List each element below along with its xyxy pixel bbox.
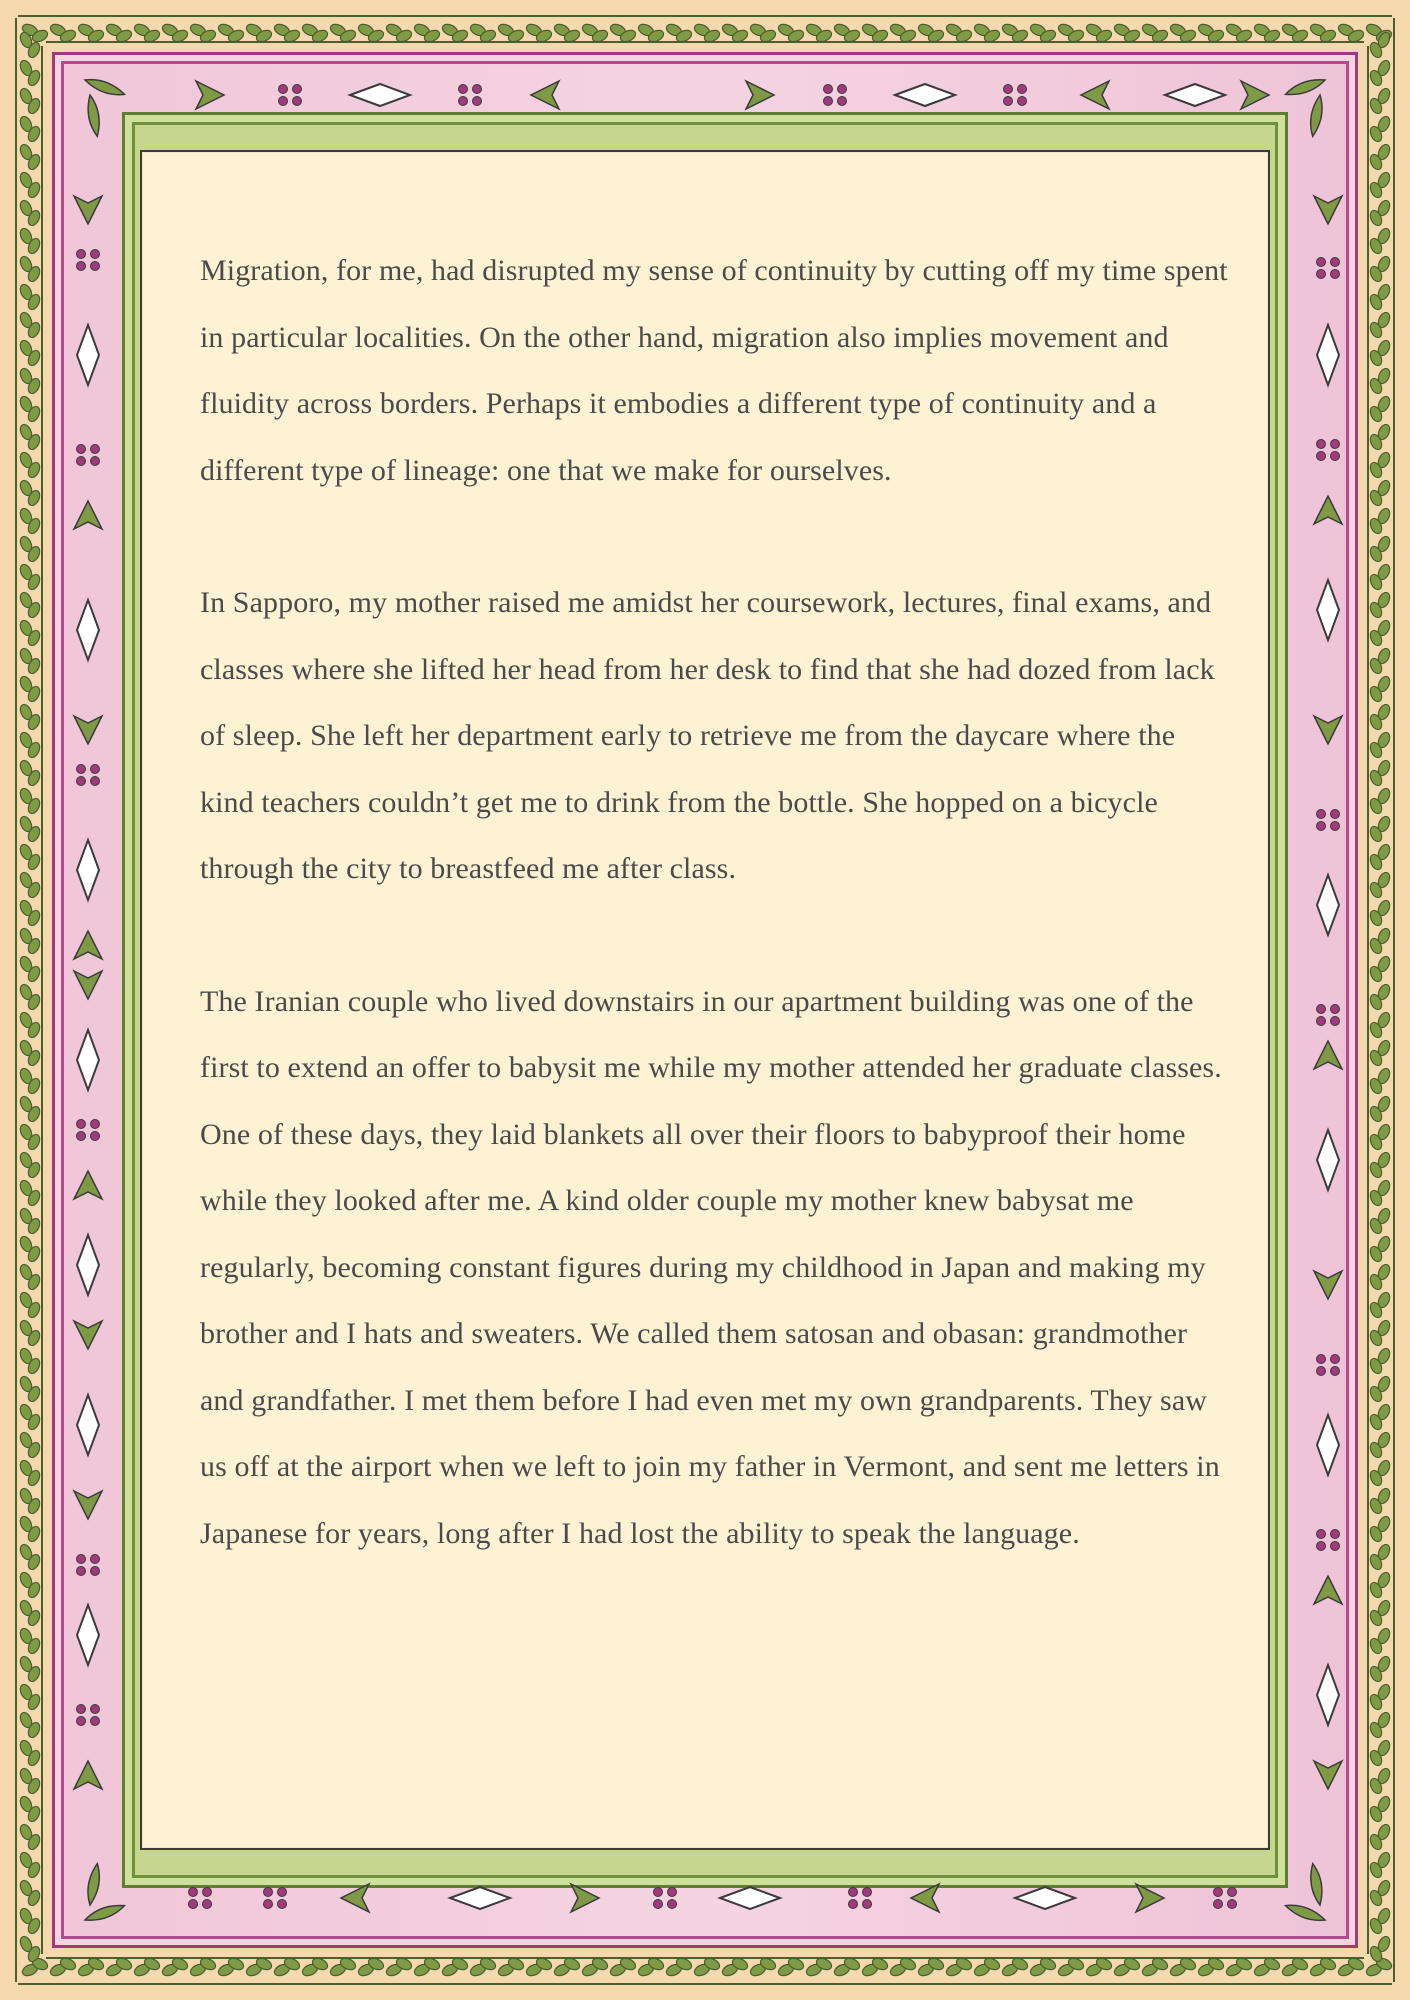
paragraph-2: In Sapporo, my mother raised me amidst her coursework, lectures, final exams, and classes where she lifted her head from her desk to find that she had dozed from lack of sleep. She left her department early to retrieve me from the daycare where the kind teachers couldn’t get me to drink from the bottle. She hopped on a bicycle through the city to breastfeed me after class. xyxy=(200,586,1215,885)
document-body xyxy=(200,238,1230,1567)
paragraph-3: The Iranian couple who lived downstairs in our apartment building was one of the first to extend an offer to babysit me while my mother attended her graduate classes. One of these days, they laid blankets all over their floors to babyproof their home while they looked after me. A kind older couple my mother knew babysat me regularly, becoming constant figures during my childhood in Japan and making my brother and I hats and sweaters. We called them satosan and obasan: grandmother and grandfather. I met them before I had even met my own grandparents. They saw us off at the airport when we left to join my father in Vermont, and sent me letters in Japanese for years, long after I had lost the ability to speak the language. xyxy=(200,984,1222,1550)
paragraph-1: Migration, for me, had disrupted my sense of continuity by cutting off my time spent in particular localities. On the other hand, migration also implies movement and fluidity across borders. Perhaps it embodies a different type of continuity and a different type of lineage: one that we make for ourselves. xyxy=(200,254,1228,487)
